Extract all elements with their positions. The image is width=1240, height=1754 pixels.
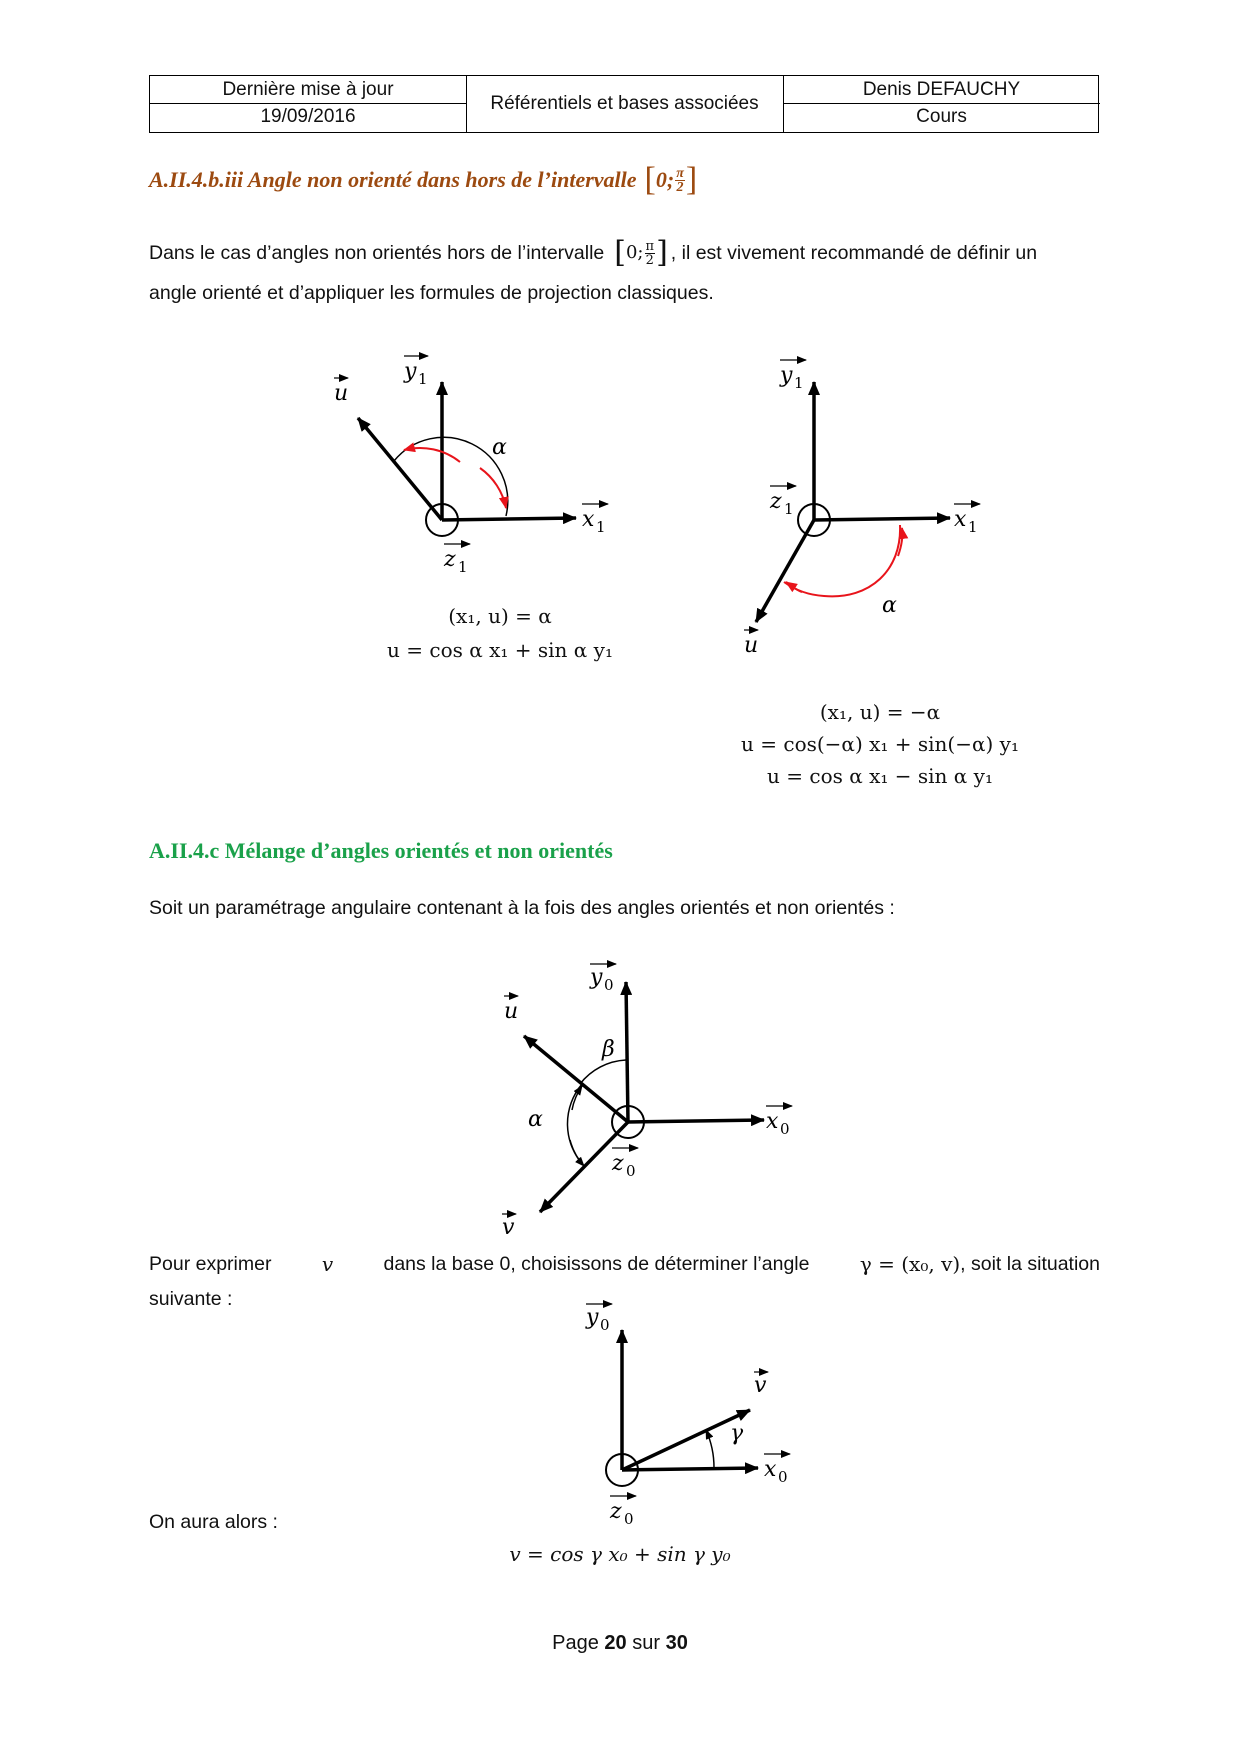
x1-axis	[442, 518, 576, 520]
conclusion-eq: v = cos γ x₀ + sin γ y₀	[509, 1542, 731, 1566]
alpha-label: α	[882, 593, 897, 618]
x1-label	[954, 504, 980, 536]
figure2-eq1: (x₁, u) = −α	[819, 700, 941, 724]
svg-text:y: y	[586, 1305, 599, 1330]
section1-para-line2: angle orienté et d’appliquer les formules de projection classiques.	[149, 282, 714, 304]
y0-label	[585, 1304, 612, 1334]
svg-text:1: 1	[784, 500, 794, 518]
v-label	[754, 1372, 768, 1398]
header-date: 19/09/2016	[260, 106, 356, 127]
interval-den: 2	[676, 179, 684, 195]
z1-label	[769, 486, 796, 518]
svg-text:x: x	[766, 1109, 779, 1134]
alpha-arrow-left	[404, 448, 460, 462]
section3-para-b: dans la base 0, choisissons de déterminer l’angle	[383, 1253, 810, 1275]
figure2-eq2: u = cos(−α) x₁ + sin(−α) y₁	[741, 732, 1019, 756]
header-table	[149, 75, 1099, 133]
svg-text:u: u	[334, 381, 349, 406]
svg-text:y: y	[780, 363, 793, 388]
svg-text:x: x	[582, 507, 595, 532]
y0-axis	[626, 982, 628, 1122]
x0-axis	[622, 1468, 758, 1470]
gamma-arc	[706, 1430, 714, 1468]
interval-zero: 0;	[655, 167, 675, 192]
y1-label	[779, 360, 806, 392]
footer-sur: sur	[632, 1632, 661, 1654]
section2-paragraph: Soit un paramétrage angulaire contenant à la fois des angles orientés et non orientés :	[149, 897, 895, 919]
svg-text:z: z	[770, 489, 782, 514]
svg-text:x: x	[764, 1457, 777, 1482]
alpha-arc	[784, 525, 900, 596]
header-title: Référentiels et bases associées	[490, 92, 759, 114]
x1-axis	[814, 518, 950, 520]
footer-page-total: 30	[665, 1632, 688, 1654]
alpha-label: α	[528, 1107, 543, 1132]
alpha-label: α	[492, 435, 507, 460]
section1-paragraph	[149, 233, 1100, 313]
svg-text:0: 0	[624, 1510, 634, 1525]
x0-axis	[628, 1120, 764, 1122]
svg-text:z: z	[610, 1499, 622, 1524]
svg-text:1: 1	[418, 370, 428, 388]
svg-text:z: z	[612, 1151, 624, 1176]
u-label	[334, 378, 348, 406]
gamma-label: γ	[730, 1421, 744, 1446]
svg-text:u: u	[504, 999, 519, 1024]
figure2-eq3: u = cos α x₁ − sin α y₁	[767, 764, 993, 788]
header-doc-type: Cours	[916, 106, 967, 127]
alpha-arrow-bottom	[570, 1140, 584, 1166]
section3-para-line2: suivante :	[149, 1288, 233, 1310]
y0-label	[589, 964, 616, 994]
svg-text:0: 0	[604, 976, 614, 994]
beta-arc	[580, 1060, 626, 1084]
svg-text:y: y	[404, 359, 417, 384]
section3-para-gamma: γ = (x₀, v)	[859, 1252, 961, 1276]
svg-text:z: z	[444, 547, 456, 572]
section1-para-part1: Dans le cas d’angles non orientés hors de l’intervalle	[149, 242, 605, 264]
svg-text:0: 0	[778, 1468, 788, 1486]
svg-text:1: 1	[458, 558, 468, 576]
figure3-diagram	[490, 960, 820, 1240]
svg-text:v: v	[502, 1215, 515, 1240]
section1-title-text: A.II.4.b.iii Angle non orienté dans hors de l’intervalle	[149, 167, 637, 192]
header-author: Denis DEFAUCHY	[862, 78, 1021, 100]
figure4-diagram	[580, 1300, 820, 1525]
figure1-eq2: u = cos α x₁ + sin α y₁	[387, 638, 613, 662]
figure1-eq1: (x₁, u) = α	[448, 604, 552, 628]
z0-label	[609, 1496, 636, 1525]
svg-text:v: v	[754, 1373, 767, 1398]
svg-text:x: x	[954, 507, 967, 532]
x0-label	[766, 1106, 792, 1138]
u-label	[744, 630, 758, 658]
footer-page-number: 20	[604, 1632, 627, 1654]
svg-text:1: 1	[596, 518, 606, 536]
svg-text:u: u	[744, 633, 759, 658]
section3-para-a: Pour exprimer	[149, 1253, 272, 1275]
figure2-diagram	[740, 350, 1020, 670]
page-footer	[0, 1632, 1240, 1655]
u-label	[504, 996, 518, 1024]
z0-label	[611, 1148, 638, 1180]
beta-label: β	[602, 1037, 615, 1062]
svg-text:0: 0	[600, 1316, 610, 1334]
section2-title: A.II.4.c Mélange d’angles orientés et non orientés	[149, 838, 613, 863]
inline-interval: [ 0; $\frac{\pi}{2}$ ]	[614, 235, 668, 270]
x0-label	[764, 1454, 790, 1486]
section1-title	[149, 161, 698, 198]
section3-para-c: , soit la situation	[960, 1253, 1100, 1275]
section3-para-v: v	[321, 1252, 334, 1276]
svg-text:0: 0	[780, 1120, 790, 1138]
x1-label	[582, 504, 608, 536]
u-vector	[358, 418, 442, 520]
header-update-label: Dernière mise à jour	[222, 78, 394, 100]
section1-title-interval: [ 0; $\frac{\pi}{2}$ ]	[644, 161, 698, 198]
u-vector	[756, 520, 814, 622]
svg-text:0: 0	[626, 1162, 636, 1180]
interval-num: π	[676, 165, 684, 181]
v-label	[502, 1214, 516, 1240]
z1-label	[443, 544, 470, 576]
section1-para-part2: , il est vivement recommandé de définir un	[670, 242, 1038, 264]
svg-text:1: 1	[968, 518, 978, 536]
alpha-arrow-bottom	[786, 582, 802, 592]
svg-text:y: y	[590, 965, 603, 990]
svg-text:1: 1	[794, 374, 804, 392]
conclusion-label: On aura alors :	[149, 1511, 278, 1533]
footer-page-word: Page	[552, 1632, 599, 1654]
y1-label	[403, 356, 428, 388]
figure1-diagram	[320, 350, 650, 580]
